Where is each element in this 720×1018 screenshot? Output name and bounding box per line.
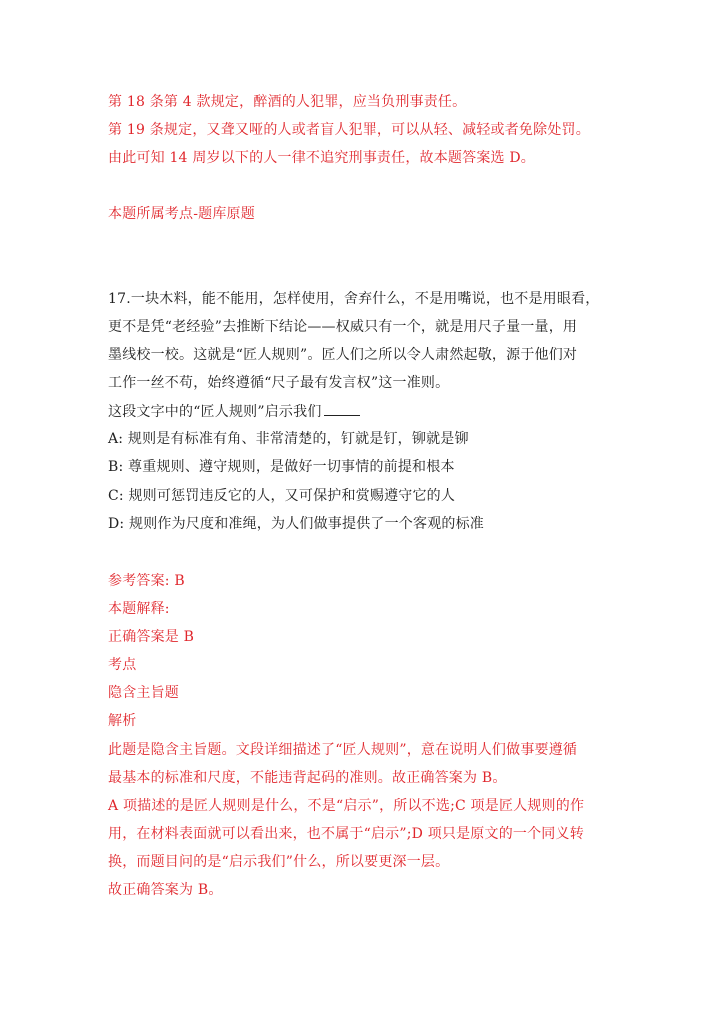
question-stem-line-3: 墨线校一校。这就是“匠人规则”。匠人们之所以令人肃然起敬，源于他们对 xyxy=(108,347,578,363)
option-b: B: 尊重规则、遵守规则，是做好一切事情的前提和根本 xyxy=(108,459,455,475)
analysis-line-2: 最基本的标准和尺度，不能违背起码的准则。故正确答案为 B。 xyxy=(108,770,507,786)
analysis-line-5: 换，而题目问的是“启示我们”什么，所以要更深一层。 xyxy=(108,854,450,870)
question-stem-line-2: 更不是凭“老经验”去推断下结论——权威只有一个，就是用尺子量一量，用 xyxy=(108,319,578,335)
question-prompt-text: 这段文字中的“匠人规则”启示我们 xyxy=(108,404,322,420)
reference-answer: 参考答案: B xyxy=(108,573,185,589)
prev-source-tag: 本题所属考点-题库原题 xyxy=(108,206,255,222)
option-a: A: 规则是有标准有角、非常清楚的，钉就是钉，铆就是铆 xyxy=(108,431,469,447)
question-prompt xyxy=(108,401,360,422)
prev-explanation-line-3: 由此可知 14 周岁以下的人一律不追究刑事责任，故本题答案选 D。 xyxy=(108,150,535,166)
analysis-label: 解析 xyxy=(108,713,137,729)
option-d: D: 规则作为尺度和准绳，为人们做事提供了一个客观的标准 xyxy=(108,516,484,532)
point-label: 考点 xyxy=(108,657,137,673)
prev-explanation-line-2: 第 19 条规定，又聋又哑的人或者盲人犯罪，可以从轻、减轻或者免除处罚。 xyxy=(108,122,590,138)
explanation-title: 本题解释: xyxy=(108,601,170,617)
prev-explanation-line-1: 第 18 条第 4 款规定，醉酒的人犯罪，应当负刑事责任。 xyxy=(108,94,467,110)
analysis-line-4: 用，在材料表面就可以看出来，也不属于“启示”;D 项只是原文的一个同义转 xyxy=(108,826,584,842)
analysis-line-1: 此题是隐含主旨题。文段详细描述了“匠人规则”，意在说明人们做事要遵循 xyxy=(108,742,578,758)
answer-blank xyxy=(324,401,360,416)
analysis-line-6: 故正确答案为 B。 xyxy=(108,882,223,898)
analysis-line-3: A 项描述的是匠人规则是什么，不是“启示”，所以不选;C 项是匠人规则的作 xyxy=(108,798,585,814)
question-stem-line-4: 工作一丝不苟，始终遵循“尺子最有发言权”这一准则。 xyxy=(108,375,450,391)
question-stem-line-1: 17.一块木料，能不能用，怎样使用，舍弃什么，不是用嘴说，也不是用眼看， xyxy=(108,291,600,307)
correct-answer: 正确答案是 B xyxy=(108,629,195,645)
option-c: C: 规则可惩罚违反它的人，又可保护和赏赐遵守它的人 xyxy=(108,488,456,504)
point-value: 隐含主旨题 xyxy=(108,685,179,701)
